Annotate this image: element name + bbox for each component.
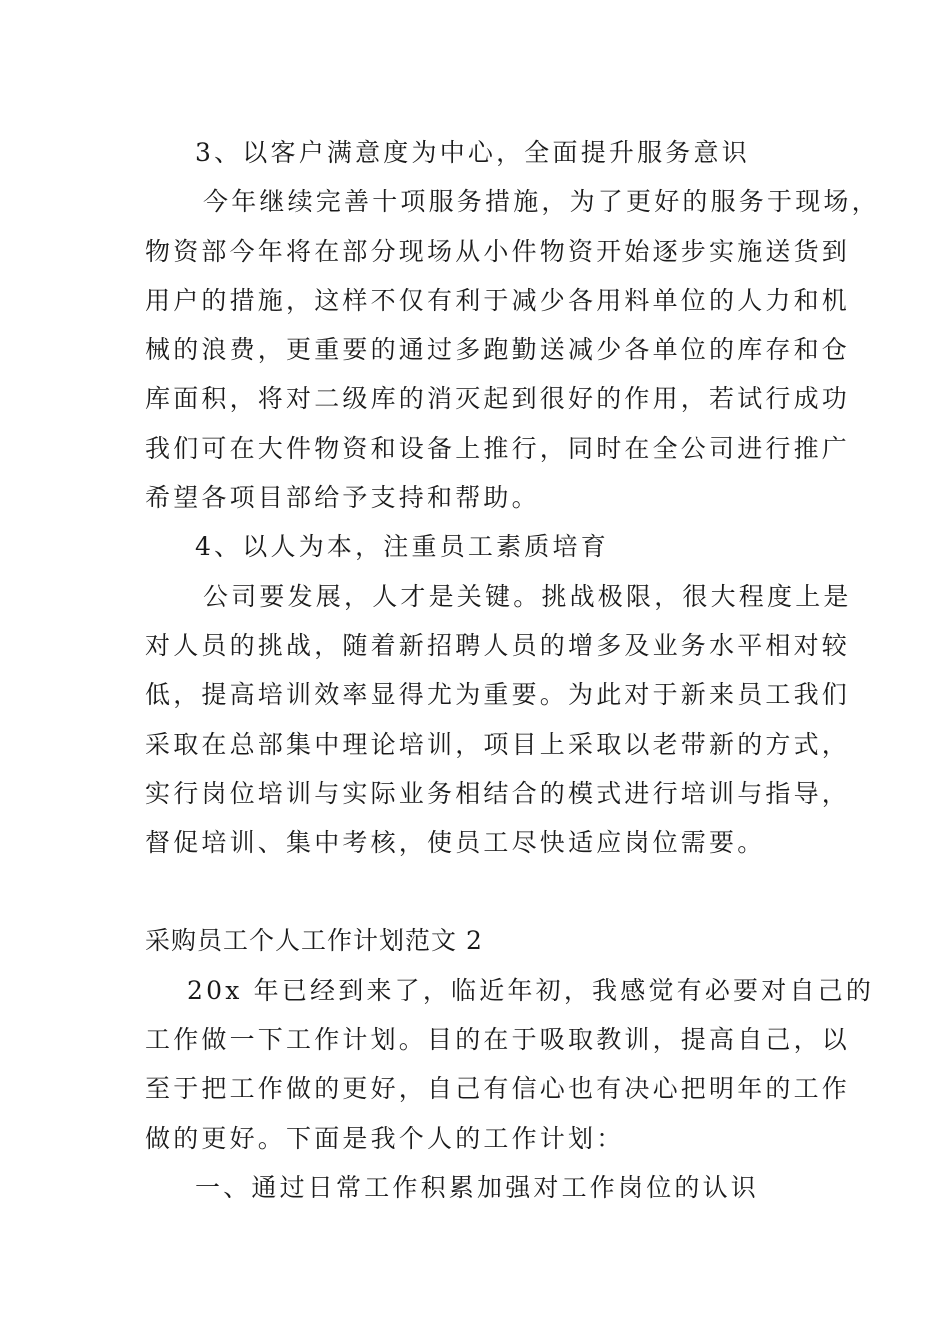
document-title: 采购员工个人工作计划范文 2 — [145, 926, 483, 956]
paragraph-line: 物资部今年将在部分现场从小件物资开始逐步实施送货到 — [145, 236, 851, 266]
section-3-heading: 3、以客户满意度为中心，全面提升服务意识 — [195, 138, 750, 167]
paragraph-line: 低，提高培训效率显得尤为重要。为此对于新来员工我们 — [145, 680, 851, 710]
paragraph-line: 采取在总部集中理论培训，项目上采取以老带新的方式， — [145, 729, 851, 759]
paragraph-line: 希望各项目部给予支持和帮助。 — [145, 483, 540, 513]
subsection-1-heading: 一、通过日常工作积累加强对工作岗位的认识 — [195, 1172, 760, 1202]
paragraph-line: 公司要发展，人才是关键。挑战极限，很大程度上是 — [203, 581, 852, 611]
paragraph-line: 对人员的挑战，随着新招聘人员的增多及业务水平相对较 — [145, 630, 851, 660]
paragraph-line: 实行岗位培训与实际业务相结合的模式进行培训与指导， — [145, 778, 851, 808]
paragraph-line: 做的更好。下面是我个人的工作计划： — [145, 1123, 625, 1153]
paragraph-line: 械的浪费，更重要的通过多跑勤送减少各单位的库存和仓 — [145, 335, 851, 365]
document-page — [145, 128, 880, 1212]
paragraph-line: 今年继续完善十项服务措施，为了更好的服务于现场， — [203, 187, 880, 217]
paragraph-line: 至于把工作做的更好，自己有信心也有决心把明年的工作 — [145, 1074, 851, 1104]
section-4-heading: 4、以人为本，注重员工素质培育 — [195, 532, 609, 562]
paragraph-line: 工作做一下工作计划。目的在于吸取教训，提高自己，以 — [145, 1025, 851, 1055]
paragraph-line: 督促培训、集中考核，使员工尽快适应岗位需要。 — [145, 828, 766, 858]
paragraph-line: 用户的措施，这样不仅有利于减少各用料单位的人力和机 — [145, 285, 851, 315]
paragraph-line: 我们可在大件物资和设备上推行，同时在全公司进行推广 — [145, 433, 851, 463]
paragraph-line: 库面积，将对二级库的消灭起到很好的作用，若试行成功 — [145, 384, 851, 414]
paragraph-line: 20x 年已经到来了，临近年初，我感觉有必要对自己的 — [187, 975, 875, 1005]
